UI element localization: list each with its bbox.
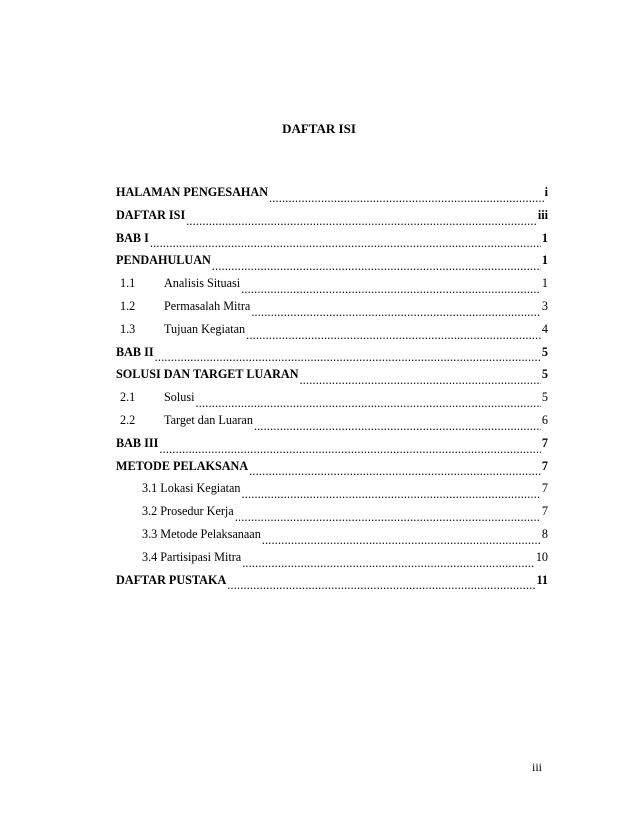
toc-entry-halaman-pengesahan[interactable] <box>116 184 548 207</box>
toc-entry-number: 1.2 <box>120 298 136 313</box>
toc-entry-page: 7 <box>541 458 548 473</box>
toc-entry-page: 5 <box>541 367 548 382</box>
toc-entry-label: 3.1 Lokasi Kegiatan <box>142 481 241 496</box>
toc-entry-label: DAFTAR ISI <box>116 207 186 222</box>
table-of-contents <box>116 184 548 594</box>
toc-entry-page: 7 <box>541 504 548 519</box>
toc-entry-bab-3[interactable] <box>116 435 548 458</box>
toc-entry-page: 1 <box>541 230 548 245</box>
toc-entry-page: 11 <box>536 572 548 587</box>
dot-leader <box>212 259 541 275</box>
toc-entry-3-2[interactable] <box>116 503 548 526</box>
toc-entry-3-4[interactable] <box>116 549 548 572</box>
dot-leader <box>241 282 541 298</box>
toc-entry-3-1[interactable] <box>116 480 548 503</box>
toc-entry-label: PENDAHULUAN <box>116 253 211 268</box>
dot-leader <box>155 350 541 366</box>
toc-entry-daftar-isi[interactable] <box>116 207 548 230</box>
toc-entry-page: 3 <box>541 298 548 313</box>
toc-entry-2-2[interactable] <box>116 412 548 435</box>
toc-entry-page: 5 <box>541 344 548 359</box>
toc-entry-label: DAFTAR PUSTAKA <box>116 572 227 587</box>
toc-entry-label: 3.2 Prosedur Kerja <box>142 504 234 519</box>
toc-entry-pendahuluan[interactable] <box>116 252 548 275</box>
toc-entry-1-1[interactable] <box>116 275 548 298</box>
dot-leader <box>235 510 541 526</box>
toc-entry-number: 1.3 <box>120 321 136 336</box>
toc-entry-label: Solusi <box>164 390 195 405</box>
toc-entry-page: 5 <box>541 390 548 405</box>
toc-entry-number: 1.1 <box>120 276 136 291</box>
toc-entry-label: BAB II <box>116 344 154 359</box>
toc-entry-solusi-dan-target-luaran[interactable] <box>116 366 548 389</box>
page-number: iii <box>532 760 543 774</box>
dot-leader <box>300 373 541 389</box>
page-title: DAFTAR ISI <box>282 121 356 136</box>
toc-entry-label: HALAMAN PENGESAHAN <box>116 185 269 199</box>
toc-entry-label: Analisis Situasi <box>164 276 241 291</box>
toc-entry-label: 3.4 Partisipasi Mitra <box>142 549 242 564</box>
toc-entry-page: 6 <box>541 412 548 427</box>
dot-leader <box>186 214 537 230</box>
toc-entry-label: METODE PELAKSANA <box>116 458 249 473</box>
toc-entry-bab-2[interactable] <box>116 344 548 367</box>
toc-entry-bab-1[interactable] <box>116 230 548 253</box>
dot-leader <box>262 533 541 549</box>
toc-entry-label: BAB I <box>116 230 149 245</box>
toc-entry-3-3[interactable] <box>116 526 548 549</box>
toc-entry-label: Tujuan Kegiatan <box>164 321 246 336</box>
dot-leader <box>195 396 540 412</box>
toc-entry-label: Target dan Luaran <box>164 412 253 427</box>
dot-leader <box>242 556 535 572</box>
toc-entry-label: Permasalah Mitra <box>164 298 251 313</box>
toc-entry-page: 10 <box>535 549 548 564</box>
dot-leader <box>254 419 541 435</box>
dot-leader <box>246 328 541 344</box>
dot-leader <box>227 578 535 594</box>
toc-entry-page: i <box>544 185 548 199</box>
toc-entry-page: 7 <box>541 481 548 496</box>
dot-leader <box>159 442 541 458</box>
toc-entry-daftar-pustaka[interactable] <box>116 572 548 595</box>
toc-entry-label: BAB III <box>116 435 159 450</box>
toc-entry-label: 3.3 Metode Pelaksanaan <box>142 526 261 541</box>
toc-entry-2-1[interactable] <box>116 389 548 412</box>
toc-entry-metode-pelaksana[interactable] <box>116 458 548 481</box>
toc-entry-number: 2.1 <box>120 390 136 405</box>
toc-entry-page: 7 <box>541 435 548 450</box>
dot-leader <box>251 305 541 321</box>
toc-entry-1-3[interactable] <box>116 321 548 344</box>
toc-entry-label: SOLUSI DAN TARGET LUARAN <box>116 367 299 382</box>
toc-entry-number: 2.2 <box>120 412 136 427</box>
toc-entry-1-2[interactable] <box>116 298 548 321</box>
dot-leader <box>150 236 541 252</box>
toc-entry-page: 1 <box>541 276 548 291</box>
toc-entry-page: 8 <box>541 526 548 541</box>
toc-entry-page: iii <box>537 207 548 222</box>
dot-leader <box>242 487 541 503</box>
dot-leader <box>269 191 544 207</box>
dot-leader <box>249 464 541 480</box>
toc-entry-page: 4 <box>541 321 548 336</box>
toc-entry-page: 1 <box>541 253 548 268</box>
